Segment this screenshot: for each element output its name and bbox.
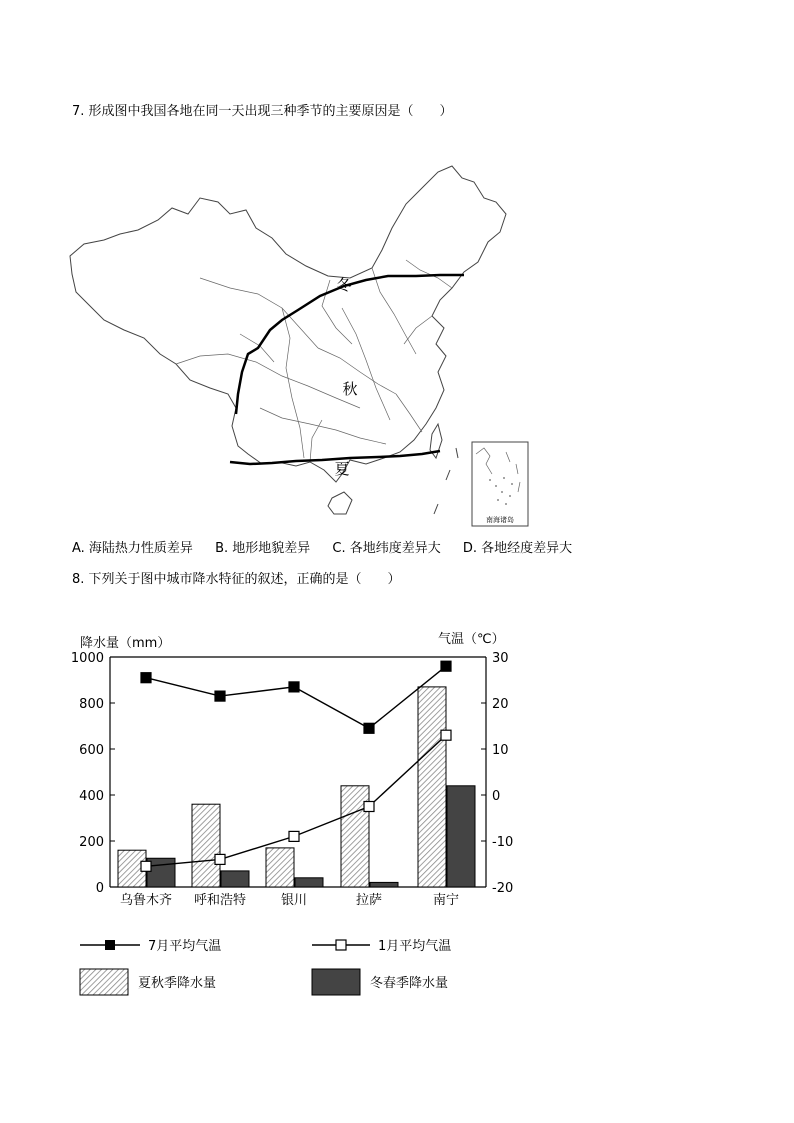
y-tick-label-left: 1000 xyxy=(70,651,104,666)
y-tick-label-left: 0 xyxy=(95,881,104,896)
y-tick-label-right: -20 xyxy=(492,881,514,896)
y-tick-label-right: 20 xyxy=(492,697,509,712)
chart-svg xyxy=(60,620,540,1010)
question-7-options xyxy=(72,540,590,558)
bar-winter-spring xyxy=(447,786,475,887)
jan-temp-point xyxy=(289,831,299,841)
question-7-stem: 7. 形成图中我国各地在同一天出现三种季节的主要原因是（ ） xyxy=(72,104,453,119)
y-tick-label-right: 30 xyxy=(492,651,509,666)
y-axis-title-left: 降水量（mm） xyxy=(80,636,171,651)
jan-temp-point xyxy=(441,730,451,740)
y-tick-label-left: 800 xyxy=(79,697,104,712)
jul-temp-point xyxy=(441,661,451,671)
jul-temp-point xyxy=(364,723,374,733)
map-label-summer: 夏 xyxy=(334,460,350,478)
bar-summer-autumn xyxy=(266,848,294,887)
climate-chart xyxy=(60,620,540,1010)
y-tick-label-right: 10 xyxy=(492,743,509,758)
x-tick-label: 银川 xyxy=(280,893,308,908)
inset-label: 南海诸岛 xyxy=(486,516,514,524)
x-tick-label: 呼和浩特 xyxy=(193,893,247,908)
legend-marker-jan xyxy=(336,940,346,950)
coastal-dashes xyxy=(434,448,458,514)
x-tick-label: 拉萨 xyxy=(355,893,383,908)
y-tick-label-left: 200 xyxy=(79,835,104,850)
legend-label-winter-spring: 冬春季降水量 xyxy=(370,976,449,991)
y-axis-title-right: 气温（℃） xyxy=(438,632,505,647)
y-tick-label-right: 0 xyxy=(492,789,501,804)
jul-temp-point xyxy=(215,691,225,701)
bar-winter-spring xyxy=(370,882,398,887)
map-label-winter: 冬 xyxy=(336,276,352,294)
bar-winter-spring xyxy=(295,878,323,887)
legend-label-jan: 1月平均气温 xyxy=(378,939,452,954)
jan-temp-point xyxy=(215,854,225,864)
legend-label-jul: 7月平均气温 xyxy=(148,939,222,954)
y-tick-label-left: 600 xyxy=(79,743,104,758)
jan-temp-point xyxy=(141,861,151,871)
x-tick-label: 乌鲁木齐 xyxy=(119,893,173,908)
legend-label-summer-autumn: 夏秋季降水量 xyxy=(138,976,217,991)
bar-summer-autumn xyxy=(418,687,446,887)
option-d[interactable]: D. 各地经度差异大 xyxy=(462,541,573,556)
china-season-map xyxy=(60,158,540,530)
question-8-stem: 8. 下列关于图中城市降水特征的叙述，正确的是（ ） xyxy=(72,572,401,587)
jul-temp-point xyxy=(141,673,151,683)
south-china-sea-inset xyxy=(472,442,528,526)
jul-temp-line xyxy=(146,666,446,728)
y-tick-label-right: -10 xyxy=(492,835,514,850)
map-label-autumn: 秋 xyxy=(342,380,358,398)
jul-temp-point xyxy=(289,682,299,692)
bar-summer-autumn xyxy=(192,804,220,887)
legend-marker-jul xyxy=(105,940,115,950)
jan-temp-line xyxy=(146,735,446,866)
province-boundaries xyxy=(176,260,452,462)
option-a[interactable]: A. 海陆热力性质差异 xyxy=(72,541,193,556)
legend-swatch-winter-spring xyxy=(312,969,360,995)
chart-legend xyxy=(80,939,451,995)
jan-temp-point xyxy=(364,802,374,812)
bar-winter-spring xyxy=(221,871,249,887)
option-b[interactable]: B. 地形地貌差异 xyxy=(215,541,311,556)
y-tick-label-left: 400 xyxy=(79,789,104,804)
option-c[interactable]: C. 各地纬度差异大 xyxy=(332,541,441,556)
legend-swatch-summer-autumn xyxy=(80,969,128,995)
map-svg xyxy=(60,158,540,530)
x-tick-label: 南宁 xyxy=(432,893,460,908)
hainan-island xyxy=(328,492,352,514)
